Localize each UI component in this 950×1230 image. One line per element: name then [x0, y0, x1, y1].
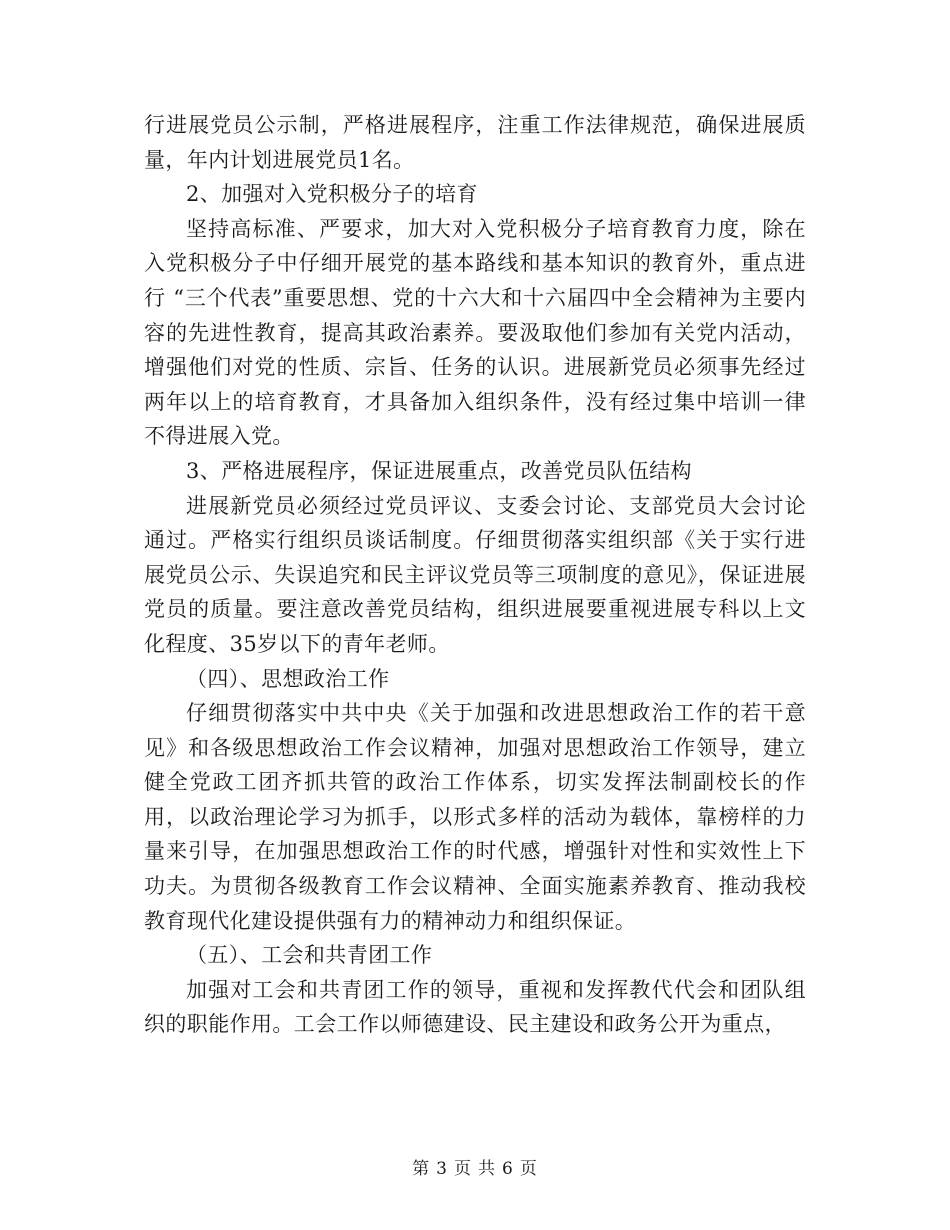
- paragraph-ideological-work: 仔细贯彻落实中共中央《关于加强和改进思想政治工作的若干意见》和各级思想政治工作会议精神，加强对思想政治工作领导，建立健全党政工团齐抓共管的政治工作体系，切实发挥法制副校长的作用，以政治理论学习为抓手，以形式多样的活动为载体，靠榜样的力量来引导，在加强思想政治工作的时代感，增强针对性和实效性上下功夫。为贯彻各级教育工作会议精神、全面实施素养教育、推动我校教育现代化建设提供强有力的精神动力和组织保证。: [144, 701, 806, 933]
- footer-page-unit: 页: [454, 1159, 472, 1179]
- subheading-cultivate-activists: 2、加强对入党积极分子的培育: [186, 182, 478, 207]
- subheading-strict-procedure: 3、严格进展程序，保证进展重点，改善党员队伍结构: [186, 458, 692, 483]
- paragraph-member-procedure: 进展新党员必须经过党员评议、支委会讨论、支部党员大会讨论通过。严格实行组织员谈话制度。仔细贯彻落实组织部《关于实行进展党员公示、失误追究和民主评议党员等三项制度的意见》，保证进展党员的质量。要注意改善党员结构，组织进展要重视进展专科以上文化程度、35岁以下的青年老师。: [144, 493, 806, 656]
- footer-prefix: 第: [412, 1159, 431, 1179]
- footer-total-pages: 6: [502, 1159, 514, 1179]
- footer-current-page: 3: [436, 1159, 448, 1179]
- paragraph-activist-education: 坚持高标准、严要求，加大对入党积极分子培育教育力度，除在入党积极分子中仔细开展党的基本路线和基本知识的教育外，重点进行 “三个代表”重要思想、党的十六大和十六届四中全会精神为主要内容的先进性教育，提高其政治素养。要汲取他们参加有关党内活动，增强他们对党的性质、宗旨、任务的认识。进展新党员必须事先经过两年以上的培育教育，才具备加入组织条件，没有经过集中培训一律不得进展入党。: [144, 216, 806, 449]
- document-body: [144, 108, 806, 1042]
- page-footer: [0, 1154, 950, 1179]
- footer-total-unit: 页: [519, 1159, 538, 1179]
- paragraph-continued: 行进展党员公示制，严格进展程序，注重工作法律规范，确保进展质量，年内计划进展党员1名。: [144, 113, 806, 172]
- paragraph-union-league: 加强对工会和共青团工作的领导，重视和发挥教代代会和团队组织的职能作用。工会工作以师德建设、民主建设和政务公开为重点，: [144, 977, 806, 1037]
- section-heading-union-league: （五）、工会和共青团工作: [186, 943, 433, 968]
- footer-total-prefix: 共: [478, 1159, 496, 1179]
- section-heading-ideological-work: （四）、思想政治工作: [186, 666, 390, 691]
